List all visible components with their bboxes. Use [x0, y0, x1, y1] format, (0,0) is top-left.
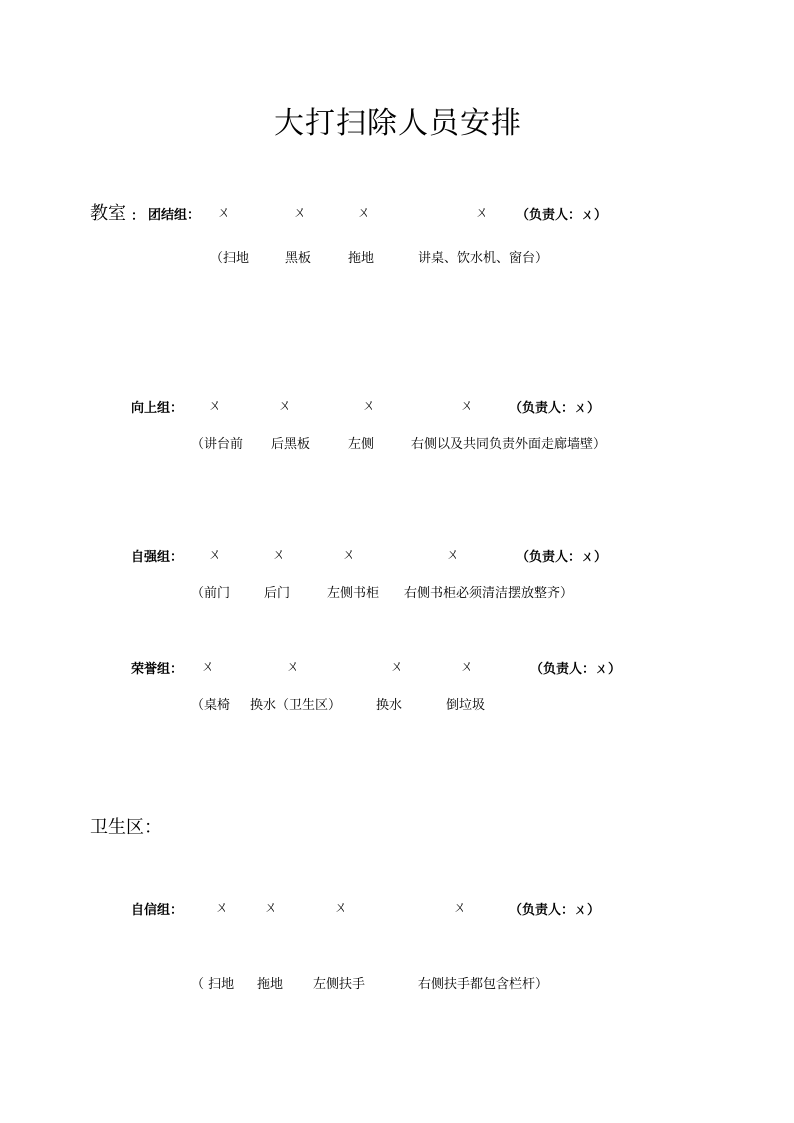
member-mark: ㄨ	[272, 547, 286, 563]
task-item: 黑板	[285, 251, 312, 266]
task-item: 后门	[264, 586, 291, 601]
member-mark: ㄨ	[215, 900, 229, 916]
task-item: 拖地	[257, 977, 284, 992]
group-name: 荣誉组：	[131, 662, 184, 677]
group-name: 向上组：	[131, 401, 184, 416]
member-mark: ㄨ	[342, 547, 356, 563]
task-item: （桌椅	[191, 698, 231, 713]
member-mark: ㄨ	[475, 205, 489, 221]
member-mark: ㄨ	[208, 547, 222, 563]
member-mark: ㄨ	[293, 205, 307, 221]
member-mark: ㄨ	[453, 900, 467, 916]
task-item: 倒垃圾	[446, 698, 486, 713]
section-classroom-label: 教室	[90, 203, 126, 224]
member-mark: ㄨ	[278, 398, 292, 414]
group-name: 自强组：	[131, 550, 184, 565]
member-mark: ㄨ	[390, 659, 404, 675]
member-mark: ㄨ	[460, 398, 474, 414]
task-item: （讲台前	[191, 437, 244, 452]
task-item: 左侧扶手	[313, 977, 366, 992]
task-item: 右侧以及共同负责外面走廊墙壁）	[411, 437, 607, 452]
task-item: 左侧书柜	[327, 586, 380, 601]
task-item: （ 扫地	[191, 977, 235, 992]
task-item: 拖地	[348, 251, 375, 266]
responsible-label: （负责人：ㄨ）	[509, 401, 601, 416]
page-title: 大打扫除人员安排	[274, 106, 522, 141]
group-name: 自信组：	[131, 903, 184, 918]
responsible-label: （负责人：ㄨ）	[516, 208, 608, 223]
task-item: （前门	[191, 586, 231, 601]
member-mark: ㄨ	[357, 205, 371, 221]
member-mark: ㄨ	[362, 398, 376, 414]
task-item: 左侧	[348, 437, 375, 452]
member-mark: ㄨ	[264, 900, 278, 916]
section-sanitation-label: 卫生区：	[90, 817, 162, 838]
member-mark: ㄨ	[460, 659, 474, 675]
responsible-label: （负责人：ㄨ）	[530, 662, 622, 677]
task-item: 右侧书柜必须清洁摆放整齐）	[404, 586, 574, 601]
member-mark: ㄨ	[334, 900, 348, 916]
member-mark: ㄨ	[217, 205, 231, 221]
task-item: （扫地	[210, 251, 250, 266]
task-item: 后黑板	[271, 437, 311, 452]
task-item: 换水	[376, 698, 403, 713]
responsible-label: （负责人：ㄨ）	[509, 903, 601, 918]
group-name: 团结组：	[148, 208, 201, 223]
responsible-label: （负责人：ㄨ）	[516, 550, 608, 565]
task-item: 讲桌、饮水机、窗台）	[418, 251, 549, 266]
section-classroom-colon: ：	[131, 209, 145, 224]
member-mark: ㄨ	[446, 547, 460, 563]
task-item: 换水（卫生区）	[250, 698, 342, 713]
member-mark: ㄨ	[208, 398, 222, 414]
member-mark: ㄨ	[201, 659, 215, 675]
task-item: 右侧扶手都包含栏杆）	[418, 977, 549, 992]
member-mark: ㄨ	[286, 659, 300, 675]
